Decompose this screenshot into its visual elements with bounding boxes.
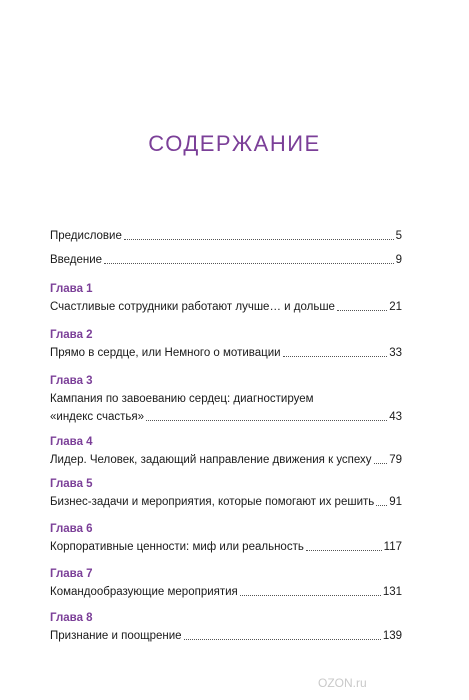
toc-entry-title: Предисловие	[50, 230, 122, 242]
toc-page-number: 9	[395, 254, 402, 266]
dot-leader	[124, 239, 394, 240]
dot-leader	[306, 550, 382, 551]
toc-entry-title: Счастливые сотрудники работают лучше… и дольше	[50, 301, 335, 313]
toc-chapter-3	[50, 374, 402, 424]
toc-entry-title: Корпоративные ценности: миф или реальность	[50, 541, 304, 553]
chapter-label: Глава 7	[50, 568, 93, 580]
toc-chapter-6	[50, 522, 402, 554]
dot-leader	[376, 505, 387, 506]
toc-entry-title: Командообразующие мероприятия	[50, 586, 238, 598]
toc-entry-title-line: Кампания по завоеванию сердец: диагностируем	[50, 393, 314, 405]
dot-leader	[184, 639, 381, 640]
toc-page-number: 21	[389, 301, 402, 313]
toc-page-number: 139	[382, 630, 402, 642]
toc-entry-title: Бизнес-задачи и мероприятия, которые помогают их решить	[50, 496, 375, 508]
dot-leader	[283, 356, 388, 357]
toc-page-number: 79	[389, 454, 402, 466]
dot-leader	[104, 263, 394, 264]
toc-chapter-8	[50, 611, 402, 643]
toc-entry-title: Прямо в сердце, или Немного о мотивации	[50, 347, 281, 359]
chapter-label: Глава 5	[50, 478, 93, 490]
chapter-label: Глава 6	[50, 523, 93, 535]
toc-page-number: 33	[389, 347, 402, 359]
toc-entry-title: Признание и поощрение	[50, 630, 182, 642]
dot-leader	[374, 463, 388, 464]
toc-page-number: 117	[383, 541, 402, 553]
chapter-label: Глава 3	[50, 375, 93, 387]
toc-chapter-4	[50, 435, 402, 467]
chapter-label: Глава 4	[50, 436, 93, 448]
toc-page-number: 5	[395, 230, 402, 242]
toc-page-number: 131	[382, 586, 402, 598]
toc-entry-title: Лидер. Человек, задающий направление движения к успеху	[50, 454, 372, 466]
toc-chapter-2	[50, 328, 402, 360]
dot-leader	[146, 420, 387, 421]
toc-chapter-7	[50, 567, 402, 599]
toc-chapter-1	[50, 282, 402, 314]
toc-entry-title: «индекс счастья»	[50, 411, 145, 423]
dot-leader	[337, 310, 387, 311]
toc-entry-title: Введение	[50, 254, 103, 266]
chapter-label: Глава 8	[50, 612, 93, 624]
toc-page-number: 43	[389, 411, 402, 423]
page-title: СОДЕРЖАНИЕ	[148, 131, 321, 156]
toc-entry-introduction	[50, 253, 402, 267]
toc-page-number: 91	[389, 496, 402, 508]
toc-entry-preface	[50, 229, 402, 243]
dot-leader	[240, 595, 381, 596]
ozon-watermark: OZON.ru	[318, 676, 367, 690]
chapter-label: Глава 2	[50, 329, 93, 341]
chapter-label: Глава 1	[50, 283, 93, 295]
toc-chapter-5	[50, 477, 402, 509]
